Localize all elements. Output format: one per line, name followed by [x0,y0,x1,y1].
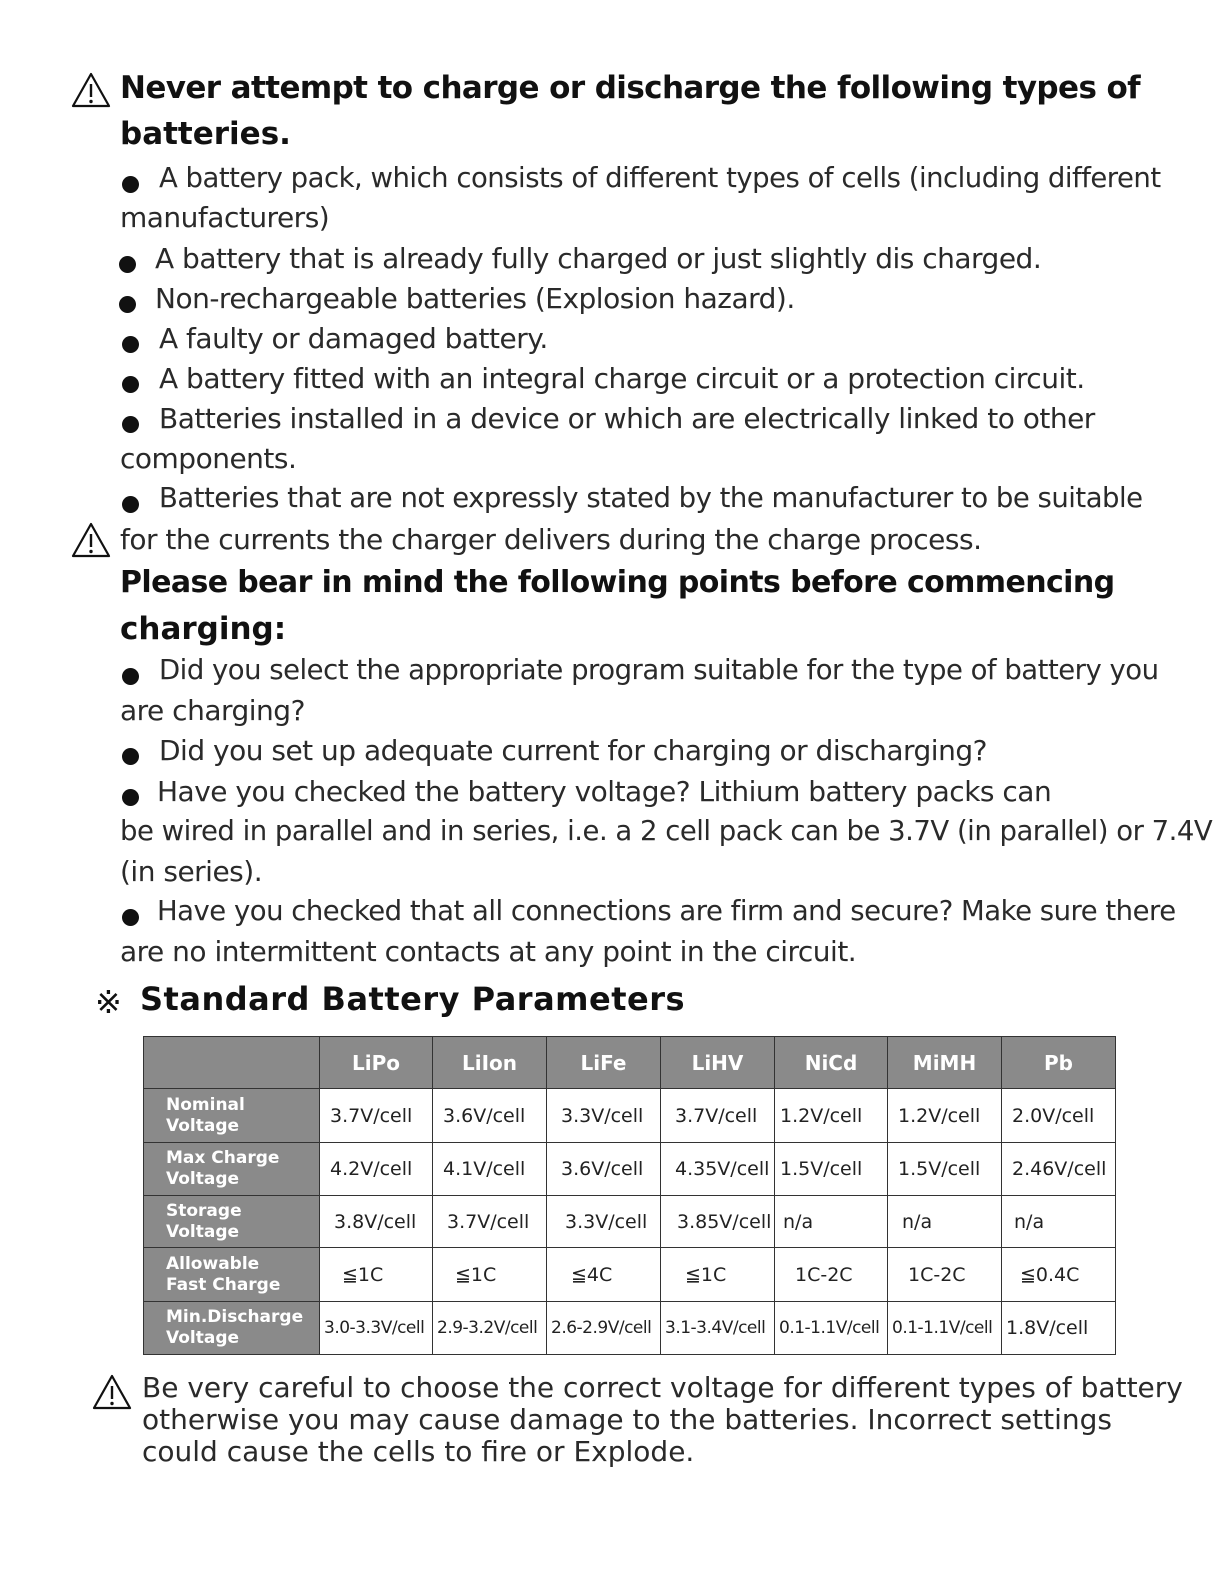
bullet-icon [122,748,139,765]
table-cell: 1C-2C [775,1248,888,1302]
list-item-cont: for the currents the charger delivers during the charge process. [120,523,982,556]
column-header: LiIon [433,1037,547,1089]
column-header: NiCd [775,1037,888,1089]
warning-icon [71,522,111,558]
table-cell: 3.1-3.4V/cell [661,1302,775,1355]
list-item: A battery pack, which consists of different types of cells (including different [159,162,1161,194]
list-item: A faulty or damaged battery. [159,322,548,355]
table-cell: 4.2V/cell [320,1143,433,1196]
table-cell: 1.2V/cell [888,1089,1002,1143]
section1-heading-cont [120,116,291,152]
section2-heading [120,565,1114,600]
bullet-icon [122,336,139,353]
battery-parameters-table [143,1036,1116,1355]
column-header: MiMH [888,1037,1002,1089]
row-header [144,1089,320,1143]
section1-heading-line1: Never attempt to charge or discharge the following types of [120,70,1141,106]
caution-line: Be very careful to choose the correct voltage for different types of battery [142,1371,1183,1404]
row-header-line1: Max Charge [166,1148,280,1168]
table-cell: ≦0.4C [1002,1248,1116,1302]
table-cell: 2.46V/cell [1002,1143,1116,1196]
bullet-icon [122,909,139,926]
list-item: Batteries installed in a device or which are electrically linked to other [159,402,1095,435]
bullet-icon [119,296,136,313]
column-header: Pb [1002,1037,1116,1089]
table-cell: 1.2V/cell [775,1089,888,1143]
row-header [144,1248,320,1302]
section2-heading-line1: Please bear in mind the following points before commencing [120,565,1115,600]
row-header [144,1143,320,1196]
table-cell: 3.3V/cell [547,1196,661,1248]
table-cell: 3.7V/cell [320,1089,433,1143]
row-header-line1: Min.Discharge [166,1307,304,1327]
column-header: LiFe [547,1037,661,1089]
bullet-icon [122,376,139,393]
table-cell: 3.7V/cell [661,1089,775,1143]
table-cell: 3.6V/cell [433,1089,547,1143]
list-item: Did you set up adequate current for charging or discharging? [159,734,987,767]
list-item-cont: are no intermittent contacts at any point in the circuit. [120,935,857,968]
table-cell: 4.1V/cell [433,1143,547,1196]
bullet-icon [122,496,139,513]
list-item-cont: (in series). [120,855,263,888]
row-header-line2: Voltage [166,1115,240,1136]
row-header-line2: Voltage [166,1221,240,1242]
table-cell: 3.8V/cell [320,1196,433,1248]
section1-heading-line2: batteries. [120,116,291,152]
table-cell: 3.85V/cell [661,1196,775,1248]
table-cell: n/a [1002,1196,1116,1248]
column-header: LiHV [661,1037,775,1089]
section1-heading [120,70,1140,106]
row-header [144,1302,320,1355]
table-cell: 3.6V/cell [547,1143,661,1196]
table-row [144,1196,1116,1248]
table-cell: ≦1C [433,1248,547,1302]
row-header-line2: Voltage [166,1169,240,1189]
section2-heading-cont [120,611,286,647]
list-item: Have you checked that all connections are firm and secure? Make sure there [157,895,1176,927]
table-cell: 0.1-1.1V/cell [775,1302,888,1355]
table-cell: ≦1C [320,1248,433,1302]
list-item-cont: are charging? [120,694,305,727]
column-header: LiPo [320,1037,433,1089]
table-cell: ≦4C [547,1248,661,1302]
caution-line: could cause the cells to fire or Explode. [142,1435,695,1468]
row-header-line2: Fast Charge [166,1274,281,1295]
bullet-icon [122,789,139,806]
bullet-icon [119,256,136,273]
table-cell: 1.5V/cell [888,1143,1002,1196]
warning-icon [71,72,111,108]
list-item: A battery that is already fully charged or just slightly dis charged. [155,242,1042,275]
warning-icon [92,1374,132,1410]
table-cell: ≦1C [661,1248,775,1302]
row-header-line2: Voltage [166,1328,240,1348]
list-item: Non-rechargeable batteries (Explosion hazard). [155,282,795,315]
list-item-cont: manufacturers) [120,201,330,234]
bullet-icon [122,416,139,433]
params-symbol: ※ [95,983,122,1021]
table-cell: 0.1-1.1V/cell [888,1302,1002,1355]
list-item: Have you checked the battery voltage? Lithium battery packs can [157,775,1052,808]
table-cell: n/a [888,1196,1002,1248]
row-header-line1: Storage [166,1200,242,1221]
table-header-row [144,1037,1116,1089]
table-cell: 2.6-2.9V/cell [547,1302,661,1355]
table-cell: 1.5V/cell [775,1143,888,1196]
table-cell: 2.9-3.2V/cell [433,1302,547,1355]
row-header-line1: Nominal [166,1094,245,1115]
bullet-icon [122,668,139,685]
list-item-cont: components. [120,442,297,475]
table-cell: 3.0-3.3V/cell [320,1302,433,1355]
list-item: A battery fitted with an integral charge circuit or a protection circuit. [159,362,1085,395]
table-cell: 3.3V/cell [547,1089,661,1143]
list-item: Batteries that are not expressly stated by the manufacturer to be suitable [159,482,1143,514]
list-item: Did you select the appropriate program suitable for the type of battery you [159,654,1159,686]
table-cell: 3.7V/cell [433,1196,547,1248]
params-title: Standard Battery Parameters [140,980,686,1018]
caution-line: otherwise you may cause damage to the batteries. Incorrect settings [142,1403,1113,1436]
table-cell: 2.0V/cell [1002,1089,1116,1143]
table-row [144,1302,1116,1355]
section2-heading-line2: charging: [120,611,287,647]
table-corner-cell [144,1037,320,1089]
list-item-cont: be wired in parallel and in series, i.e. a 2 cell pack can be 3.7V (in parallel) or 7.4V [120,815,1213,847]
table-cell: 1.8V/cell [1002,1302,1116,1355]
bullet-icon [122,176,139,193]
table-cell: 4.35V/cell [661,1143,775,1196]
row-header-line1: Allowable [166,1253,260,1274]
row-header [144,1196,320,1248]
table-row [144,1248,1116,1302]
table-cell: n/a [775,1196,888,1248]
table-cell: 1C-2C [888,1248,1002,1302]
table-row [144,1143,1116,1196]
table-row [144,1089,1116,1143]
